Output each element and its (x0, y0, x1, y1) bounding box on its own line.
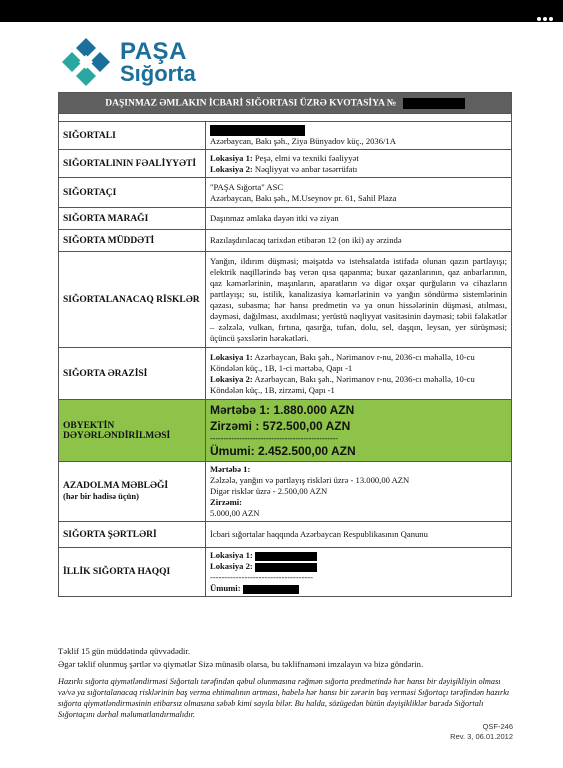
quotation-title: DAŞINMAZ ƏMLAKIN İCBARİ SIĞORTASI ÜZRƏ KVOTASİYA № (105, 98, 397, 109)
more-icon (535, 8, 555, 14)
brand-name-line1: PAŞA (120, 38, 187, 65)
form-code: QSF-246 (482, 722, 513, 731)
premium-label: İLLİK SIĞORTA HAQQI (59, 548, 206, 597)
valuation-divider: ------------------------------------------------ (210, 434, 338, 443)
redacted-insured-name (210, 125, 305, 136)
activity-loc2: Nəqliyyat və anbar təsərrüfatı (254, 163, 358, 174)
interest-label: SIĞORTA MARAĞI (59, 208, 206, 230)
insured-address: Azərbaycan, Bakı şəh., Ziya Bünyadov küç., 2036/1A (210, 135, 396, 146)
conditions-value: İcbari sığortalar haqqında Azərbaycan Respublikasının Qanunu (206, 522, 512, 548)
insured-value (206, 122, 512, 150)
redacted-number (403, 98, 465, 109)
deductible-line1: Zəlzələ, yanğın və partlayış riskləri üzrə - 13.000,00 AZN (210, 475, 410, 485)
deductible-value (206, 462, 512, 522)
brand-name-line2: Sığorta (120, 61, 196, 86)
territory-loc1-label: Lokasiya 1: (210, 351, 253, 362)
deductible-label: AZADOLMA MƏBLƏĞİ (63, 481, 169, 491)
quotation-table (58, 92, 512, 597)
pasha-logo-icon (60, 36, 112, 88)
premium-total-label: Ümumi: (210, 583, 241, 593)
territory-loc1: Azərbaycan, Bakı şəh., Nərimanov r-nu, 2036-cı məhəllə, 10-cu Köndələn küç., 1B, 1-ci mərtəbə, Qapı -1 (210, 351, 475, 373)
activity-loc1-label: Lokasiya 1: (210, 152, 253, 163)
territory-label: SIĞORTA ƏRAZİSİ (59, 348, 206, 400)
premium-loc1-label: Lokasiya 1: (210, 550, 253, 560)
conditions-label: SIĞORTA ŞƏRTLƏRİ (59, 522, 206, 548)
activity-label: SIĞORTALININ FƏALİYYƏTİ (59, 150, 206, 178)
redacted-premium-loc1 (255, 552, 317, 561)
quotation-header (59, 93, 512, 114)
territory-loc2: Azərbaycan, Bakı şəh., Nərimanov r-nu, 2036-cı məhəllə, 10-cu Köndələn küç., 1B, zirzəmi, Qapı -1 (210, 373, 475, 395)
term-value: Razılaşdırılacaq tarixdən etibarən 12 (on iki) ay ərzində (206, 230, 512, 252)
risks-value: Yanğın, ildırım düşməsi; məişətdə və istehsalatda istifadə olunan qazın partlayışı; elektrik naqillərində baş verən qısa qapanma; buxar qazanlarının, qaz anbarlarının, qaz kəmərlərinin, maşınların, aparatların və digər oxşar qurğuların və cihazların partlayışı; su, istilik, kanalizasiya kəmərlərinin və yanğın söndürmə sistemlərinin qəzası, subasma; hər hansı predmetin və ya onun hissələrinin düşməsi, atılması, dəyməsi, dağılması, axıdılması; yerüstü nəqliyyat vasitəsinin dəyməsi; təbii fəlakətlər – zəlzələ, vulkan, fırtına, qasırğa, tufan, dolu, sel, daşqın, leysan, yer sürüşməsi; üçüncü şəxslərin hərəkətləri. (206, 252, 512, 348)
revision-info: Rev. 3, 06.01.2012 (450, 732, 513, 741)
interest-value: Daşınmaz əmlaka dəyən itki və ziyan (206, 208, 512, 230)
status-bar (0, 0, 563, 22)
activity-value (206, 150, 512, 178)
redacted-premium-loc2 (255, 563, 317, 572)
territory-value (206, 348, 512, 400)
insured-label: SIĞORTALI (59, 122, 206, 150)
insurer-label: SIĞORTAÇI (59, 178, 206, 208)
deductible-floor1-label: Mərtəbə 1: (210, 464, 251, 474)
valuation-value (206, 400, 512, 462)
activity-loc2-label: Lokasiya 2: (210, 163, 253, 174)
territory-loc2-label: Lokasiya 2: (210, 373, 253, 384)
deductible-label-cell (59, 462, 206, 522)
deductible-basement-label: Zirzəmi: (210, 497, 242, 507)
insurer-name: "PAŞA Sığorta" ASC (210, 181, 284, 192)
insurer-value (206, 178, 512, 208)
term-label: SIĞORTA MÜDDƏTİ (59, 230, 206, 252)
valuation-basement: Zirzəmi : 572.500,00 AZN (210, 419, 351, 433)
redacted-premium-total (243, 585, 299, 594)
insurer-address: Azərbaycan, Bakı şəh., M.Useynov pr. 61, Sahil Plaza (210, 192, 397, 203)
premium-value (206, 548, 512, 597)
activity-loc1: Peşə, elmi və texniki fəaliyyət (254, 152, 359, 163)
premium-divider: ------------------------------------ (210, 572, 314, 582)
deductible-line2: Digər risklər üzrə - 2.500,00 AZN (210, 486, 328, 496)
risks-label: SIĞORTALANACAQ RİSKLƏR (59, 252, 206, 348)
company-logo (60, 36, 230, 88)
valuation-label: OBYEKTİN DƏYƏRLƏNDİRİLMƏSİ (59, 400, 206, 462)
deductible-basement: 5.000,00 AZN (210, 508, 260, 518)
acceptance-text: Əgər təklif olunmuş şərtlər və qiymətlər Sizə münasib olarsa, bu təklifnaməni imzalayın və bizə göndərin. (58, 659, 424, 669)
deductible-sublabel: (hər bir hadisə üçün) (63, 491, 139, 501)
disclaimer-note: Hazırkı sığorta qiymətləndirməsi Sığortalı tərəfindən qəbul olunmasına rəğmən sığorta predmetində hər hansı bir dəyişikliyin olması və/və ya sığortalanacaq risklərinin baş verma ehtimalının artması, habelə hər hansı bir zərərin baş verməsi Sığortaçı tərəfindən hazırkı sığorta qiymətləndirməsinin etibarsız olmasına səbəb kimi sayıla bilər. Bu halda, sözügedən bütün dəyişikliklər barədə Sığortalı Sığortaçını dərhal məlumatlandırmalıdır. (58, 677, 510, 719)
validity-text: Təklif 15 gün müddətində qüvvədədir. (58, 646, 190, 656)
valuation-total: Ümumi: 2.452.500,00 AZN (210, 444, 356, 458)
valuation-floor1: Mərtəbə 1: 1.880.000 AZN (210, 403, 355, 417)
premium-loc2-label: Lokasiya 2: (210, 561, 253, 571)
